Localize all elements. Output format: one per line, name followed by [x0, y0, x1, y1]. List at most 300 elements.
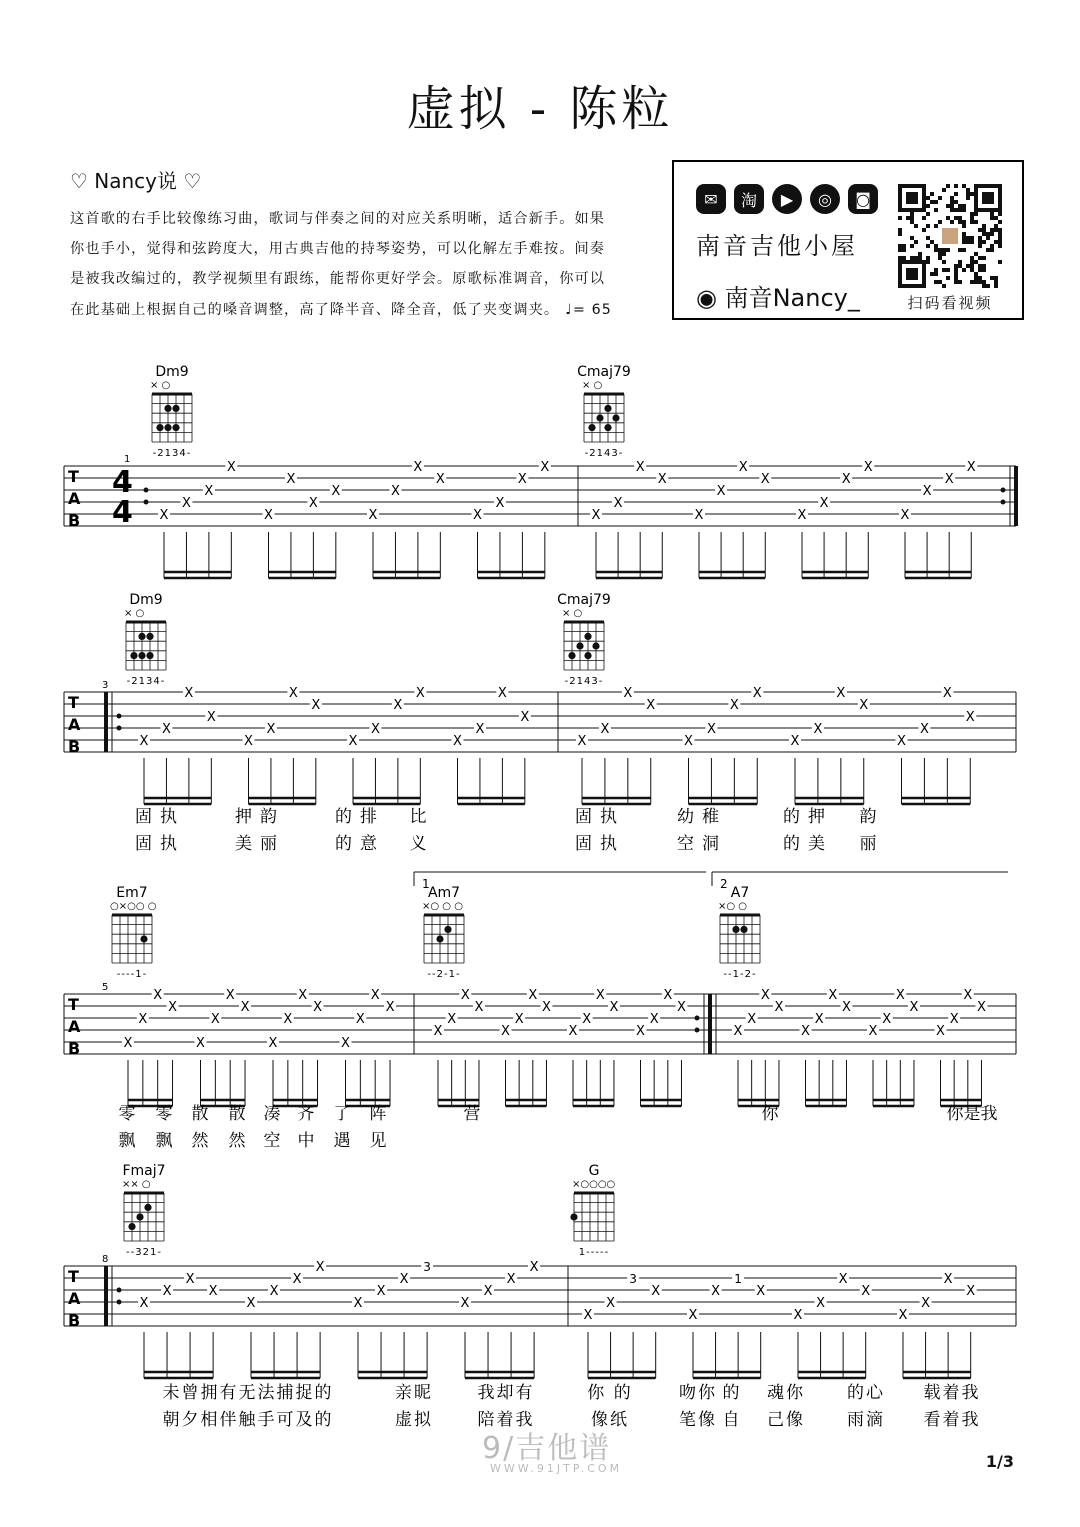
repeat-dot — [117, 1288, 122, 1293]
lyric-word: 幼稚 — [677, 807, 727, 827]
tab-note: X — [269, 1284, 279, 1299]
time-signature-top: 4 — [112, 465, 133, 500]
tab-note: X — [694, 508, 704, 523]
tab-note: X — [963, 988, 973, 1003]
tab-note: X — [936, 1024, 945, 1039]
tab-note: X — [246, 1296, 256, 1311]
repeat-dot — [117, 726, 122, 731]
lyric-word: 飘 — [118, 1131, 136, 1151]
tab-note: X — [651, 1284, 661, 1299]
chord-name: Cmaj79 — [557, 592, 611, 608]
chord-markers: ×× ○ — [122, 1179, 151, 1190]
lyric-word: 美丽 — [235, 834, 285, 854]
tab-note: X — [600, 722, 610, 737]
site-url: WWW.91JTP.COM — [490, 1462, 623, 1475]
lyric-word: 的排 — [335, 807, 385, 827]
lyric-word: 的 — [722, 1383, 742, 1403]
lyric-word: 齐 — [297, 1104, 315, 1124]
tab-note: X — [760, 988, 770, 1003]
chord-dot — [128, 1223, 135, 1230]
tab-note: X — [393, 698, 403, 713]
tab-note: X — [711, 1284, 721, 1299]
lyric-word: 固执 — [575, 807, 625, 827]
youku-icon[interactable]: ▶ — [772, 184, 802, 214]
tab-number: 3 — [423, 1260, 431, 1274]
tab-note: X — [801, 1024, 810, 1039]
chord-dot — [568, 652, 575, 659]
tab-note: X — [313, 1000, 322, 1015]
tab-letter-b: B — [68, 737, 81, 756]
lyric-word: 散 — [228, 1104, 246, 1124]
chord-dot — [592, 642, 599, 649]
chord-name: Dm9 — [129, 592, 163, 608]
chord-name: Am7 — [427, 885, 461, 901]
tab-note: X — [460, 988, 470, 1003]
lyric-word: 朝夕相伴触手可及的 — [162, 1410, 334, 1430]
tab-note: X — [582, 1012, 592, 1027]
lyric-word: 固执 — [575, 834, 625, 854]
lyric-word: 空洞 — [677, 834, 727, 854]
tempo-mark: ♩= 65 — [565, 301, 612, 318]
intro-line: 这首歌的右手比较像练习曲，歌词与伴奏之间的对应关系明晰，适合新手。如果 — [70, 211, 606, 227]
intro-heading: ♡ Nancy说 ♡ — [70, 169, 202, 193]
chord-name: Cmaj79 — [577, 364, 631, 380]
tab-note: X — [733, 1024, 743, 1039]
tab-note: X — [240, 1000, 250, 1015]
intro-line: 你也手小，觉得和弦跨度大，用古典吉他的持琴姿势，可以化解左手难按。间奏 — [70, 241, 606, 258]
tab-note: X — [433, 1024, 443, 1039]
lyric-word: 固执 — [135, 834, 185, 854]
tab-note: X — [861, 1284, 871, 1299]
chord-fingering: ----1- — [116, 969, 148, 980]
tab-letter-b: B — [68, 1039, 81, 1058]
lyric-word: 凑 — [263, 1104, 281, 1124]
tab-note: X — [517, 472, 527, 487]
ending-number: 1 — [422, 877, 430, 891]
lyric-word: 零 — [155, 1104, 173, 1124]
scan-label: 扫码看视频 — [907, 294, 993, 312]
tab-note: X — [793, 1308, 803, 1323]
chord-dot — [732, 926, 739, 933]
tab-note: X — [863, 460, 873, 475]
lyric-word: 中 — [297, 1131, 315, 1151]
chord-dot — [740, 926, 747, 933]
tab-note: X — [944, 472, 954, 487]
tab-note: X — [729, 698, 739, 713]
repeat-dot — [144, 488, 149, 493]
tab-note: X — [706, 722, 716, 737]
tab-note: X — [370, 722, 380, 737]
repeat-dot — [117, 714, 122, 719]
tab-note: X — [897, 734, 906, 749]
tab-note: X — [895, 988, 905, 1003]
tab-note: X — [909, 1000, 919, 1015]
lyric-word: 遇 — [333, 1131, 351, 1151]
tab-note: X — [774, 1000, 784, 1015]
tab-note: X — [341, 1036, 350, 1051]
lyric-word: 韵 — [859, 807, 885, 827]
tab-note: X — [942, 686, 952, 701]
lyric-word: 你 — [761, 1104, 779, 1124]
tab-note: X — [368, 508, 378, 523]
tab-note: X — [966, 1284, 976, 1299]
chord-name: A7 — [730, 885, 750, 901]
tab-note: X — [204, 484, 214, 499]
tab-note: X — [684, 734, 693, 749]
lyric-word: 义 — [409, 834, 435, 854]
chord-dot — [436, 935, 443, 942]
tab-note: X — [609, 1000, 619, 1015]
page-number: 1/3 — [985, 1452, 1014, 1471]
tab-note: X — [390, 484, 400, 499]
tab-note: X — [663, 988, 673, 1003]
lyric-word: 吻你 — [679, 1383, 717, 1403]
tab-note: X — [415, 686, 425, 701]
tab-note: X — [583, 1308, 593, 1323]
tab-note: X — [836, 686, 846, 701]
tab-note: X — [747, 1012, 757, 1027]
tab-note: X — [898, 1308, 908, 1323]
tab-note: X — [813, 722, 823, 737]
tab-note: X — [882, 1012, 892, 1027]
tab-note: X — [206, 710, 216, 725]
tab-note: X — [919, 722, 929, 737]
repeat-dot — [117, 1300, 122, 1305]
lyric-word: 的意 — [335, 834, 385, 854]
tab-note: X — [528, 988, 538, 1003]
tab-note: X — [677, 1000, 686, 1015]
chord-dot — [138, 633, 145, 640]
chord-fingering: -2134- — [152, 448, 192, 459]
chord-dot — [164, 405, 171, 412]
lyric-word: 的心 — [847, 1383, 885, 1403]
tab-note: X — [370, 988, 380, 1003]
chord-dot — [604, 405, 611, 412]
chord-dot — [136, 1213, 143, 1220]
tab-note: X — [226, 460, 236, 475]
tab-note: X — [139, 734, 149, 749]
brand-name: 南音吉他小屋 — [696, 232, 858, 260]
tab-note: X — [966, 460, 976, 475]
chord-dot — [444, 926, 451, 933]
chord-fingering: --1-2- — [723, 969, 757, 980]
lyric-word: 然 — [228, 1131, 246, 1151]
tab-note: X — [506, 1272, 516, 1287]
lyric-word: 散 — [191, 1104, 209, 1124]
chord-name: Em7 — [116, 885, 148, 901]
tab-note: X — [385, 1000, 395, 1015]
tab-note: X — [577, 734, 587, 749]
chord-markers: ×○ ○ ○ — [422, 901, 463, 912]
chord-name: Dm9 — [155, 364, 189, 380]
lyric-word: 自 — [722, 1410, 742, 1430]
tab-note: X — [649, 1012, 659, 1027]
tab-note: X — [473, 508, 482, 523]
tab-note: X — [657, 472, 667, 487]
tab-note: X — [540, 460, 550, 475]
chord-markers: × ○ — [582, 380, 603, 391]
tab-note: X — [949, 1012, 959, 1027]
chord-dot — [596, 414, 603, 421]
measure-number: 5 — [102, 982, 109, 993]
chord-markers: ×○○○○ — [572, 1179, 616, 1190]
measure-number: 3 — [102, 680, 109, 691]
tab-note: X — [292, 1272, 302, 1287]
tab-note: X — [497, 686, 507, 701]
lyric-word: 像纸 — [591, 1410, 629, 1430]
repeat-dot — [144, 500, 149, 505]
tab-letter-t: T — [68, 995, 79, 1014]
tab-note: X — [266, 722, 276, 737]
netease-icon[interactable]: ◎ — [810, 184, 840, 214]
lyric-word: 亲昵 — [395, 1383, 433, 1403]
tab-note: X — [613, 496, 623, 511]
ending-number: 2 — [720, 877, 728, 891]
tab-note: X — [495, 496, 505, 511]
tab-note: X — [264, 508, 273, 523]
repeat-dot — [695, 1016, 700, 1021]
chord-markers: × ○ — [124, 608, 145, 619]
weibo-icon: ◉ — [696, 284, 725, 312]
lyric-word: 你是我 — [946, 1104, 998, 1124]
chord-dot — [576, 642, 583, 649]
bilibili-icon[interactable]: ◙ — [848, 184, 878, 214]
lyric-word: 了 — [333, 1104, 351, 1124]
chord-fingering: -2143- — [564, 676, 604, 687]
chord-dot — [172, 424, 179, 431]
tab-letter-a: A — [68, 489, 81, 508]
tab-letter-t: T — [68, 693, 79, 712]
tab-note: X — [288, 686, 298, 701]
tab-note: X — [977, 1000, 986, 1015]
tab-number: 1 — [734, 1272, 742, 1286]
lyric-word: 比 — [409, 807, 435, 827]
site-logo: 9/吉他谱 — [482, 1431, 612, 1466]
tab-note: X — [315, 1260, 325, 1275]
tab-note: X — [760, 472, 770, 487]
lyric-word: 的美 — [783, 834, 833, 854]
tab-letter-b: B — [68, 511, 81, 530]
lyric-word: 营 — [463, 1104, 481, 1124]
tab-note: X — [168, 1000, 177, 1015]
tab-note: X — [159, 508, 169, 523]
tab-note: X — [542, 1000, 551, 1015]
tab-note: X — [514, 1012, 524, 1027]
lyric-word: 你 的 — [587, 1383, 633, 1403]
measure-number: 1 — [124, 454, 131, 465]
tab-note: X — [838, 1272, 848, 1287]
lyric-word: 看着我 — [923, 1410, 981, 1430]
tab-note: X — [123, 1036, 133, 1051]
lyric-word: 阵 — [369, 1104, 387, 1124]
tab-note: X — [529, 1260, 539, 1275]
chord-dot — [164, 424, 171, 431]
chord-fingering: 1----- — [578, 1247, 610, 1258]
tab-note: X — [268, 1036, 278, 1051]
wechat-icon[interactable]: ✉ — [696, 184, 726, 214]
lyric-word: 魂你 — [767, 1383, 805, 1403]
chord-dot — [138, 652, 145, 659]
tab-letter-t: T — [68, 467, 79, 486]
chord-dot — [604, 424, 611, 431]
tab-note: X — [595, 988, 605, 1003]
tab-note: X — [286, 472, 296, 487]
chord-dot — [156, 424, 163, 431]
tab-note: X — [283, 1012, 293, 1027]
tab-note: X — [244, 734, 253, 749]
lyric-word: 的押 — [783, 807, 833, 827]
lyric-word: 笔像 — [679, 1410, 717, 1430]
tab-note: X — [475, 722, 485, 737]
lyric-word: 见 — [369, 1131, 387, 1151]
weibo-label: 南音Nancy_ — [724, 284, 860, 312]
chord-dot — [588, 424, 595, 431]
tab-note: X — [196, 1036, 205, 1051]
tab-note: X — [474, 1000, 484, 1015]
tab-note: X — [716, 484, 726, 499]
tab-number: 3 — [629, 1272, 637, 1286]
tab-note: X — [520, 710, 530, 725]
tab-note: X — [646, 698, 656, 713]
lyric-word: 飘 — [155, 1131, 173, 1151]
tab-note: X — [921, 1296, 931, 1311]
chord-dot — [130, 652, 137, 659]
tab-note: X — [841, 472, 851, 487]
lyric-word: 雨滴 — [847, 1410, 885, 1430]
chord-dot — [570, 1213, 577, 1220]
tab-letter-a: A — [68, 1017, 81, 1036]
tab-note: X — [355, 1012, 365, 1027]
tab-note: X — [181, 496, 191, 511]
chord-dot — [172, 405, 179, 412]
tab-note: X — [900, 508, 910, 523]
tab-note: X — [501, 1024, 510, 1039]
tab-note: X — [153, 988, 163, 1003]
tab-note: X — [943, 1272, 953, 1287]
lyric-word: 然 — [191, 1131, 209, 1151]
lyric-word: 丽 — [859, 834, 885, 854]
lyric-word: 陪着我 — [477, 1410, 535, 1430]
lyric-word: 虚拟 — [395, 1410, 433, 1430]
tab-note: X — [138, 1012, 148, 1027]
intro-line-text: 在此基础上根据自己的嗓音调整，高了降半音、降全音，低了夹变调夹。 — [70, 301, 560, 318]
repeat-dot — [1001, 488, 1006, 493]
tab-note: X — [828, 988, 838, 1003]
chord-markers: ○×○○ ○ — [110, 901, 157, 912]
chord-name: G — [588, 1163, 600, 1179]
tab-note: X — [738, 460, 748, 475]
intro-line: 是被我改编过的，教学视频里有跟练，能帮你更好学会。原歌标准调音，你可以 — [70, 271, 606, 288]
tab-note: X — [399, 1272, 409, 1287]
lyric-word: 未曾拥有无法捕捉的 — [162, 1383, 334, 1403]
chord-markers: ×○ ○ — [718, 901, 748, 912]
tab-note: X — [688, 1308, 698, 1323]
chord-fingering: --321- — [126, 1247, 162, 1258]
chord-dot — [146, 633, 153, 640]
tab-note: X — [623, 686, 633, 701]
lyric-word: 押韵 — [235, 807, 285, 827]
tab-note: X — [139, 1296, 149, 1311]
time-signature-bottom: 4 — [112, 495, 133, 530]
lyric-word: 零 — [118, 1104, 136, 1124]
taobao-icon[interactable]: 淘 — [734, 184, 764, 214]
tab-note: X — [816, 1296, 826, 1311]
tab-note: X — [435, 472, 445, 487]
chord-fingering: -2143- — [584, 448, 624, 459]
tab-note: X — [756, 1284, 766, 1299]
tab-note: X — [842, 1000, 851, 1015]
tab-note: X — [162, 1284, 172, 1299]
tab-note: X — [460, 1296, 470, 1311]
tab-note: X — [184, 686, 194, 701]
tab-note: X — [353, 1296, 363, 1311]
chord-dot — [140, 935, 147, 942]
lyric-word: 己像 — [767, 1410, 805, 1430]
lyric-word: 固执 — [135, 807, 185, 827]
tab-note: X — [859, 698, 869, 713]
tab-note: X — [210, 1012, 220, 1027]
chord-dot — [146, 652, 153, 659]
chord-fingering: -2134- — [126, 676, 166, 687]
lyric-word: 载着我 — [923, 1383, 981, 1403]
repeat-dot — [1001, 500, 1006, 505]
tab-note: X — [591, 508, 601, 523]
chord-dot — [584, 652, 591, 659]
tab-letter-t: T — [68, 1267, 79, 1286]
tab-letter-a: A — [68, 1289, 81, 1308]
chord-markers: × ○ — [562, 608, 583, 619]
chord-dot — [584, 633, 591, 640]
tab-note: X — [311, 698, 321, 713]
tab-note: X — [161, 722, 171, 737]
tab-note: X — [348, 734, 358, 749]
tab-note: X — [635, 460, 645, 475]
tab-note: X — [922, 484, 932, 499]
tab-note: X — [225, 988, 235, 1003]
chord-dot — [144, 1204, 151, 1211]
tab-note: X — [868, 1024, 878, 1039]
tab-note: X — [308, 496, 318, 511]
tab-note: X — [376, 1284, 386, 1299]
chord-fingering: --2-1- — [427, 969, 461, 980]
tab-note: X — [606, 1296, 616, 1311]
tab-note: X — [797, 508, 807, 523]
lyric-word: 空 — [263, 1131, 281, 1151]
tab-letter-a: A — [68, 715, 81, 734]
tab-note: X — [331, 484, 341, 499]
tab-note: X — [483, 1284, 493, 1299]
tab-note: X — [453, 734, 462, 749]
tab-note: X — [819, 496, 829, 511]
lyric-word: 我却有 — [477, 1383, 535, 1403]
tab-letter-b: B — [68, 1311, 81, 1330]
tab-note: X — [814, 1012, 824, 1027]
tab-note: X — [568, 1024, 578, 1039]
measure-number: 8 — [102, 1254, 109, 1265]
tab-note: X — [752, 686, 762, 701]
tab-note: X — [636, 1024, 645, 1039]
tab-note: X — [413, 460, 423, 475]
tab-note: X — [298, 988, 308, 1003]
tab-note: X — [447, 1012, 457, 1027]
repeat-dot — [695, 1028, 700, 1033]
song-title: 虚拟 - 陈粒 — [406, 81, 674, 137]
tab-note: X — [790, 734, 800, 749]
tab-note: X — [185, 1272, 195, 1287]
tab-note: X — [965, 710, 975, 725]
chord-name: Fmaj7 — [122, 1163, 166, 1179]
chord-dot — [612, 414, 619, 421]
